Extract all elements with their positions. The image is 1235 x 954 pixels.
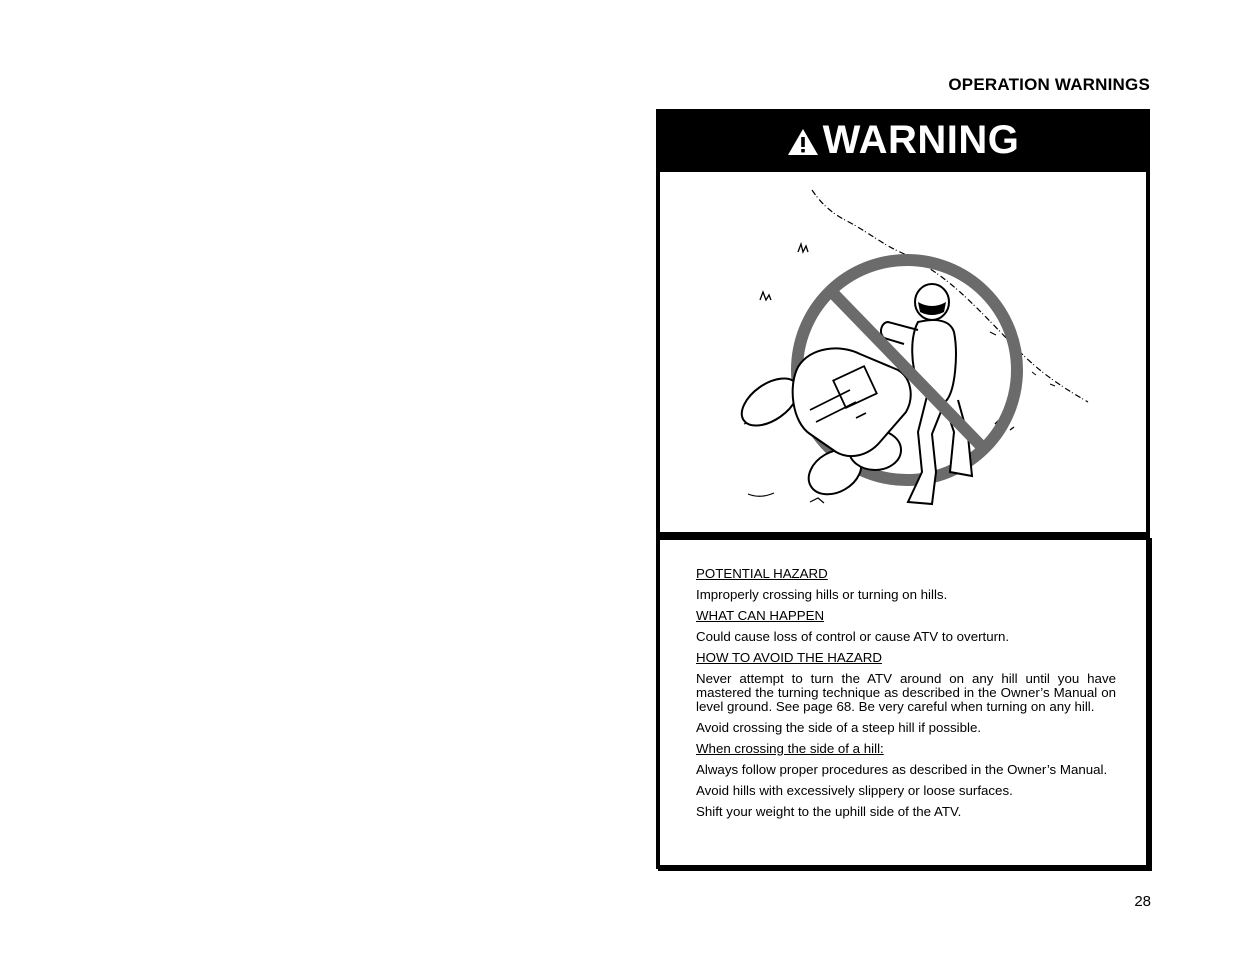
crossing-side-heading: When crossing the side of a hill: — [696, 741, 884, 756]
how-to-avoid-heading: HOW TO AVOID THE HAZARD — [696, 650, 882, 665]
what-can-happen-text: Could cause loss of control or cause ATV to overturn. — [696, 629, 1010, 644]
warning-text-frame — [656, 536, 1150, 869]
hazard-heading: POTENTIAL HAZARD — [696, 566, 828, 581]
atv-hill-prohibited-illustration — [660, 172, 1154, 536]
warning-title: WARNING — [822, 118, 1020, 162]
avoid-slippery-text: Avoid hills with excessively slippery or loose surfaces. — [696, 783, 1013, 798]
hazard-text: Improperly crossing hills or turning on hills. — [696, 587, 948, 602]
illustration-frame — [656, 172, 1150, 536]
shift-weight-text: Shift your weight to the uphill side of the ATV. — [696, 804, 962, 819]
warning-header — [656, 109, 1150, 172]
page-number: 28 — [1134, 893, 1151, 910]
what-can-happen-heading: WHAT CAN HAPPEN — [696, 608, 825, 623]
follow-procedures-text: Always follow proper procedures as described in the Owner’s Manual. — [696, 762, 1108, 777]
section-title: OPERATION WARNINGS — [948, 75, 1150, 94]
how-to-avoid-text: Never attempt to turn the ATV around on any hill until you have mastered the turning technique as described in the Owner’s Manual on level ground. See page 68. Be very careful when turning on any hill. — [696, 671, 1116, 714]
warning-text — [696, 567, 1116, 826]
avoid-steep-hill-text: Avoid crossing the side of a steep hill if possible. — [696, 720, 982, 735]
warning-triangle-icon — [787, 128, 819, 156]
warning-box — [656, 109, 1150, 869]
